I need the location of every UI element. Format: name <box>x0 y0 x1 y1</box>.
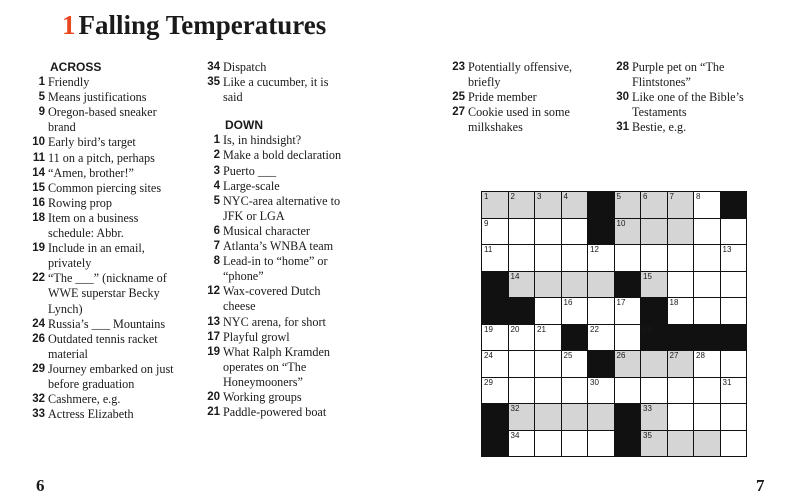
grid-cell-shaded[interactable] <box>694 431 720 457</box>
grid-cell[interactable] <box>694 404 720 430</box>
clue-item <box>197 284 347 314</box>
grid-cell-shaded[interactable] <box>615 192 641 218</box>
clue-text: Item on a business schedule: Abbr. <box>48 210 139 241</box>
grid-cell-number: 2 <box>510 192 515 201</box>
grid-cell[interactable] <box>562 298 588 324</box>
grid-cell[interactable] <box>668 272 694 298</box>
clue-number: 19 <box>32 242 45 255</box>
grid-cell[interactable] <box>509 378 535 404</box>
grid-cell[interactable] <box>615 325 641 351</box>
clue-number: 1 <box>213 134 220 147</box>
grid-cell[interactable] <box>535 351 561 377</box>
clue-number: 25 <box>452 91 465 104</box>
grid-cell[interactable] <box>668 298 694 324</box>
grid-cell-number: 17 <box>616 298 626 307</box>
grid-cell-number: 5 <box>616 192 621 201</box>
grid-block <box>588 192 614 218</box>
grid-block <box>721 325 747 351</box>
grid-cell-shaded[interactable] <box>562 404 588 430</box>
grid-cell-number: 35 <box>643 430 652 440</box>
grid-cell[interactable] <box>482 378 508 404</box>
grid-cell-shaded[interactable] <box>562 192 588 218</box>
grid-cell[interactable] <box>588 378 614 404</box>
clue-item <box>22 151 182 166</box>
clue-text: Paddle-powered boat <box>223 405 327 420</box>
clue-text: Cookie used in some milkshakes <box>468 105 570 135</box>
grid-cell[interactable] <box>721 272 747 298</box>
clue-item <box>197 75 347 105</box>
clue-number: 31 <box>616 121 629 134</box>
grid-cell-number: 3 <box>537 192 542 201</box>
grid-block <box>509 298 535 324</box>
grid-cell-number: 26 <box>616 351 626 360</box>
clue-text: Rowing prop <box>48 195 112 210</box>
grid-cell[interactable] <box>509 245 535 271</box>
grid-cell-shaded[interactable] <box>509 404 535 430</box>
grid-cell-number: 20 <box>510 324 520 334</box>
clue-item <box>197 164 347 179</box>
grid-cell[interactable] <box>535 378 561 404</box>
clue-item <box>442 60 592 90</box>
clue-item <box>197 148 347 163</box>
clue-text: Actress Elizabeth <box>48 407 134 422</box>
grid-cell[interactable] <box>535 245 561 271</box>
grid-cell-shaded[interactable] <box>615 351 641 377</box>
grid-block <box>482 431 508 457</box>
clue-text: Wax-covered Dutch cheese <box>223 284 321 314</box>
grid-cell[interactable] <box>694 192 720 218</box>
clue-text: Like a cucumber, it is said <box>223 75 329 105</box>
grid-block <box>588 219 614 245</box>
grid-cell-shaded[interactable] <box>668 192 694 218</box>
down-heading: DOWN <box>225 118 263 133</box>
clue-item <box>442 90 592 105</box>
clue-text: Include in an email, privately <box>48 241 145 271</box>
clue-item <box>197 60 347 75</box>
clue-text: 11 on a pitch, perhaps <box>48 150 155 165</box>
grid-cell[interactable] <box>482 351 508 377</box>
clue-number: 24 <box>32 317 45 330</box>
clue-item <box>197 224 347 239</box>
clue-number: 15 <box>32 181 45 194</box>
clue-number: 1 <box>38 76 45 89</box>
clue-number: 2 <box>213 149 220 162</box>
clue-text: Friendly <box>48 75 90 90</box>
clue-number: 17 <box>207 330 220 343</box>
clue-text: Potentially offensive, briefly <box>468 60 573 90</box>
crossword-grid <box>481 191 747 457</box>
clue-text: Cashmere, e.g. <box>48 392 121 407</box>
grid-block <box>641 298 667 324</box>
clue-column-2 <box>197 60 347 420</box>
clue-text: What Ralph Kramden operates on “The Honeymooners” <box>223 344 330 389</box>
clue-text: Lead-in to “home” or “phone” <box>223 254 328 284</box>
clue-number: 5 <box>213 194 220 207</box>
clue-item <box>197 179 347 194</box>
grid-cell[interactable] <box>509 219 535 245</box>
clue-number: 23 <box>452 61 465 73</box>
grid-cell[interactable] <box>482 219 508 245</box>
grid-cell-number: 21 <box>537 324 546 334</box>
clue-text: “Amen, brother!” <box>48 165 134 180</box>
grid-cell[interactable] <box>535 431 561 457</box>
clue-item <box>197 194 347 224</box>
clue-number: 27 <box>452 106 465 119</box>
clue-number: 34 <box>207 61 220 73</box>
clue-number: 30 <box>616 91 629 104</box>
grid-cell[interactable] <box>694 245 720 271</box>
grid-cell[interactable] <box>562 351 588 377</box>
clue-number: 16 <box>32 196 45 209</box>
grid-cell-number: 11 <box>484 245 493 254</box>
clue-number: 19 <box>207 345 220 358</box>
clue-item <box>197 315 347 330</box>
clue-number: 8 <box>213 255 220 268</box>
grid-cell-number: 10 <box>616 218 626 228</box>
grid-cell-shaded[interactable] <box>535 272 561 298</box>
clue-number: 20 <box>207 390 220 403</box>
grid-cell-number: 18 <box>669 298 679 307</box>
clue-text: Journey embarked on just before graduation <box>48 361 174 391</box>
clue-item <box>606 90 768 120</box>
clue-number: 11 <box>32 151 45 164</box>
grid-cell-shaded[interactable] <box>641 192 667 218</box>
clue-column-4 <box>606 60 768 135</box>
clue-text: Large-scale <box>223 178 280 193</box>
grid-cell-number: 14 <box>510 271 520 281</box>
clue-number: 4 <box>213 179 220 192</box>
grid-cell-number: 4 <box>563 192 568 201</box>
grid-cell-number: 25 <box>563 351 573 360</box>
grid-cell[interactable] <box>509 351 535 377</box>
grid-cell[interactable] <box>721 298 747 324</box>
clue-number: 21 <box>207 406 220 419</box>
grid-cell-number: 31 <box>722 377 732 387</box>
clue-number: 28 <box>616 61 629 73</box>
clue-number: 32 <box>32 393 45 406</box>
clue-text: NYC-area alternative to JFK or LGA <box>223 193 341 223</box>
clue-item <box>22 362 182 392</box>
grid-cell[interactable] <box>668 404 694 430</box>
grid-cell[interactable] <box>482 245 508 271</box>
grid-cell-shaded[interactable] <box>562 272 588 298</box>
grid-cell-number: 24 <box>484 351 493 360</box>
clue-text: Bestie, e.g. <box>632 120 687 135</box>
clue-item <box>606 60 768 90</box>
grid-cell[interactable] <box>694 378 720 404</box>
clue-item <box>197 254 347 284</box>
grid-block <box>482 404 508 430</box>
clue-item <box>22 241 182 271</box>
clue-item <box>22 392 182 407</box>
clue-text: Make a bold declaration <box>223 148 342 163</box>
clue-text: Dispatch <box>223 60 267 74</box>
clue-number: 3 <box>213 164 220 177</box>
clue-text: NYC arena, for short <box>223 314 326 329</box>
grid-cell-shaded[interactable] <box>641 272 667 298</box>
grid-cell-shaded[interactable] <box>535 404 561 430</box>
grid-cell-number: 6 <box>643 192 648 201</box>
puzzle-title-text: Falling Temperatures <box>78 10 327 40</box>
grid-block <box>668 325 694 351</box>
grid-cell[interactable] <box>721 404 747 430</box>
clue-number: 13 <box>207 315 220 328</box>
grid-block <box>615 431 641 457</box>
clue-item <box>442 105 592 135</box>
clue-item <box>22 166 182 181</box>
grid-block <box>615 404 641 430</box>
clue-number: 5 <box>38 91 45 104</box>
clue-item <box>22 75 182 90</box>
clue-text: Early bird’s target <box>48 135 136 150</box>
clue-item <box>197 345 347 390</box>
grid-cell[interactable] <box>588 325 614 351</box>
clue-text: Like one of the Bible’s Testaments <box>632 90 744 120</box>
grid-cell-number: 29 <box>484 377 493 387</box>
grid-cell[interactable] <box>562 378 588 404</box>
clue-number: 29 <box>32 362 45 375</box>
grid-cell[interactable] <box>562 245 588 271</box>
puzzle-number: 1 <box>62 10 76 40</box>
grid-cell[interactable] <box>641 245 667 271</box>
grid-cell-shaded[interactable] <box>641 219 667 245</box>
grid-cell[interactable] <box>641 378 667 404</box>
grid-cell[interactable] <box>694 219 720 245</box>
grid-block <box>721 192 747 218</box>
grid-cell[interactable] <box>535 325 561 351</box>
grid-block <box>615 272 641 298</box>
clue-item <box>22 317 182 332</box>
clue-item <box>22 135 182 150</box>
clue-item <box>606 120 768 135</box>
clue-text: Atlanta’s WNBA team <box>223 239 334 254</box>
grid-cell-number: 9 <box>484 218 489 228</box>
clue-text: Is, in hindsight? <box>223 133 302 148</box>
grid-cell[interactable] <box>509 325 535 351</box>
grid-cell-shaded[interactable] <box>535 192 561 218</box>
grid-block <box>562 325 588 351</box>
grid-cell-shaded[interactable] <box>641 351 667 377</box>
clue-number: 10 <box>32 136 45 149</box>
grid-cell-number: 27 <box>669 351 679 360</box>
clue-column-3 <box>442 60 592 135</box>
clue-column-1 <box>22 60 182 422</box>
clue-text: Oregon-based sneaker brand <box>48 105 157 135</box>
clue-text: Puerto ___ <box>223 163 277 178</box>
grid-cell-number: 34 <box>510 430 520 440</box>
grid-cell[interactable] <box>721 219 747 245</box>
grid-block <box>694 325 720 351</box>
clue-number: 35 <box>207 76 220 89</box>
grid-cell[interactable] <box>694 272 720 298</box>
clue-item <box>197 133 347 148</box>
clue-text: Musical character <box>223 223 310 238</box>
grid-cell-shaded[interactable] <box>509 192 535 218</box>
grid-cell-shaded[interactable] <box>588 404 614 430</box>
clue-item <box>22 332 182 362</box>
grid-cell[interactable] <box>588 245 614 271</box>
grid-cell[interactable] <box>562 219 588 245</box>
grid-cell-number: 33 <box>643 404 652 413</box>
grid-cell[interactable] <box>535 219 561 245</box>
grid-cell-number: 28 <box>696 351 705 360</box>
clue-item <box>22 211 182 241</box>
page-number-left: 6 <box>36 476 45 495</box>
grid-cell-number: 30 <box>590 377 599 387</box>
clue-number: 33 <box>32 408 45 421</box>
grid-cell[interactable] <box>615 298 641 324</box>
grid-block <box>641 325 667 351</box>
grid-cell-shaded[interactable] <box>641 404 667 430</box>
grid-cell-shaded[interactable] <box>615 219 641 245</box>
grid-cell[interactable] <box>509 431 535 457</box>
grid-block <box>482 272 508 298</box>
clue-number: 6 <box>213 224 220 237</box>
clue-number: 22 <box>32 272 45 285</box>
clue-item <box>22 105 182 135</box>
grid-cell-shaded[interactable] <box>668 431 694 457</box>
grid-cell[interactable] <box>694 298 720 324</box>
clue-item <box>197 330 347 345</box>
grid-cell-number: 8 <box>696 192 701 201</box>
clue-item <box>22 271 182 316</box>
clue-text: Means justifications <box>48 90 147 105</box>
across-heading: ACROSS <box>50 60 102 74</box>
clue-number: 12 <box>207 285 220 298</box>
grid-cell-shaded[interactable] <box>668 351 694 377</box>
grid-cell[interactable] <box>588 431 614 457</box>
grid-cell[interactable] <box>482 325 508 351</box>
clue-text: Pride member <box>468 90 537 105</box>
grid-cell[interactable] <box>588 298 614 324</box>
puzzle-title <box>62 10 326 41</box>
grid-cell[interactable] <box>721 351 747 377</box>
grid-cell-number: 1 <box>484 192 489 201</box>
grid-cell-shaded[interactable] <box>588 272 614 298</box>
grid-block <box>588 351 614 377</box>
clue-item <box>197 390 347 405</box>
grid-cell-number: 13 <box>722 245 732 254</box>
grid-cell-number: 32 <box>510 404 520 413</box>
grid-cell[interactable] <box>668 245 694 271</box>
clue-number: 18 <box>32 211 45 224</box>
grid-cell-number: 12 <box>590 245 599 254</box>
grid-cell-number: 7 <box>669 192 674 201</box>
grid-cell-number: 15 <box>643 271 652 281</box>
clue-item <box>197 239 347 254</box>
clue-text: Working groups <box>223 389 302 404</box>
page-number-right: 7 <box>756 476 765 495</box>
grid-cell[interactable] <box>721 378 747 404</box>
clue-number: 9 <box>38 106 45 119</box>
grid-cell-shaded[interactable] <box>641 431 667 457</box>
grid-cell[interactable] <box>562 431 588 457</box>
grid-cell-shaded[interactable] <box>509 272 535 298</box>
clue-number: 14 <box>32 166 45 179</box>
clue-number: 26 <box>32 332 45 345</box>
grid-cell[interactable] <box>615 378 641 404</box>
grid-cell[interactable] <box>721 431 747 457</box>
clue-item <box>22 90 182 105</box>
clue-text: Outdated tennis racket material <box>48 331 158 361</box>
clue-text: “The ___” (nickname of WWE superstar Becky Lynch) <box>48 271 167 316</box>
grid-cell[interactable] <box>615 245 641 271</box>
clue-item <box>197 405 347 420</box>
grid-cell[interactable] <box>668 378 694 404</box>
grid-block <box>482 298 508 324</box>
grid-cell[interactable] <box>535 298 561 324</box>
grid-cell[interactable] <box>721 245 747 271</box>
clue-item <box>22 407 182 422</box>
clue-text: Common piercing sites <box>48 180 162 195</box>
grid-cell-number: 16 <box>563 298 573 307</box>
grid-cell-number: 22 <box>590 324 599 334</box>
grid-cell-number: 19 <box>484 324 493 334</box>
clue-text: Russia’s ___ Mountains <box>48 316 166 331</box>
clue-text: Playful growl <box>223 329 290 344</box>
clue-text: Purple pet on “The Flintstones” <box>632 60 725 90</box>
clue-item <box>22 181 182 196</box>
grid-cell-shaded[interactable] <box>482 192 508 218</box>
grid-cell[interactable] <box>694 351 720 377</box>
clue-number: 7 <box>213 240 220 253</box>
clue-item <box>22 196 182 211</box>
grid-cell-shaded[interactable] <box>668 219 694 245</box>
grid-cell-number: 23 <box>643 324 652 334</box>
